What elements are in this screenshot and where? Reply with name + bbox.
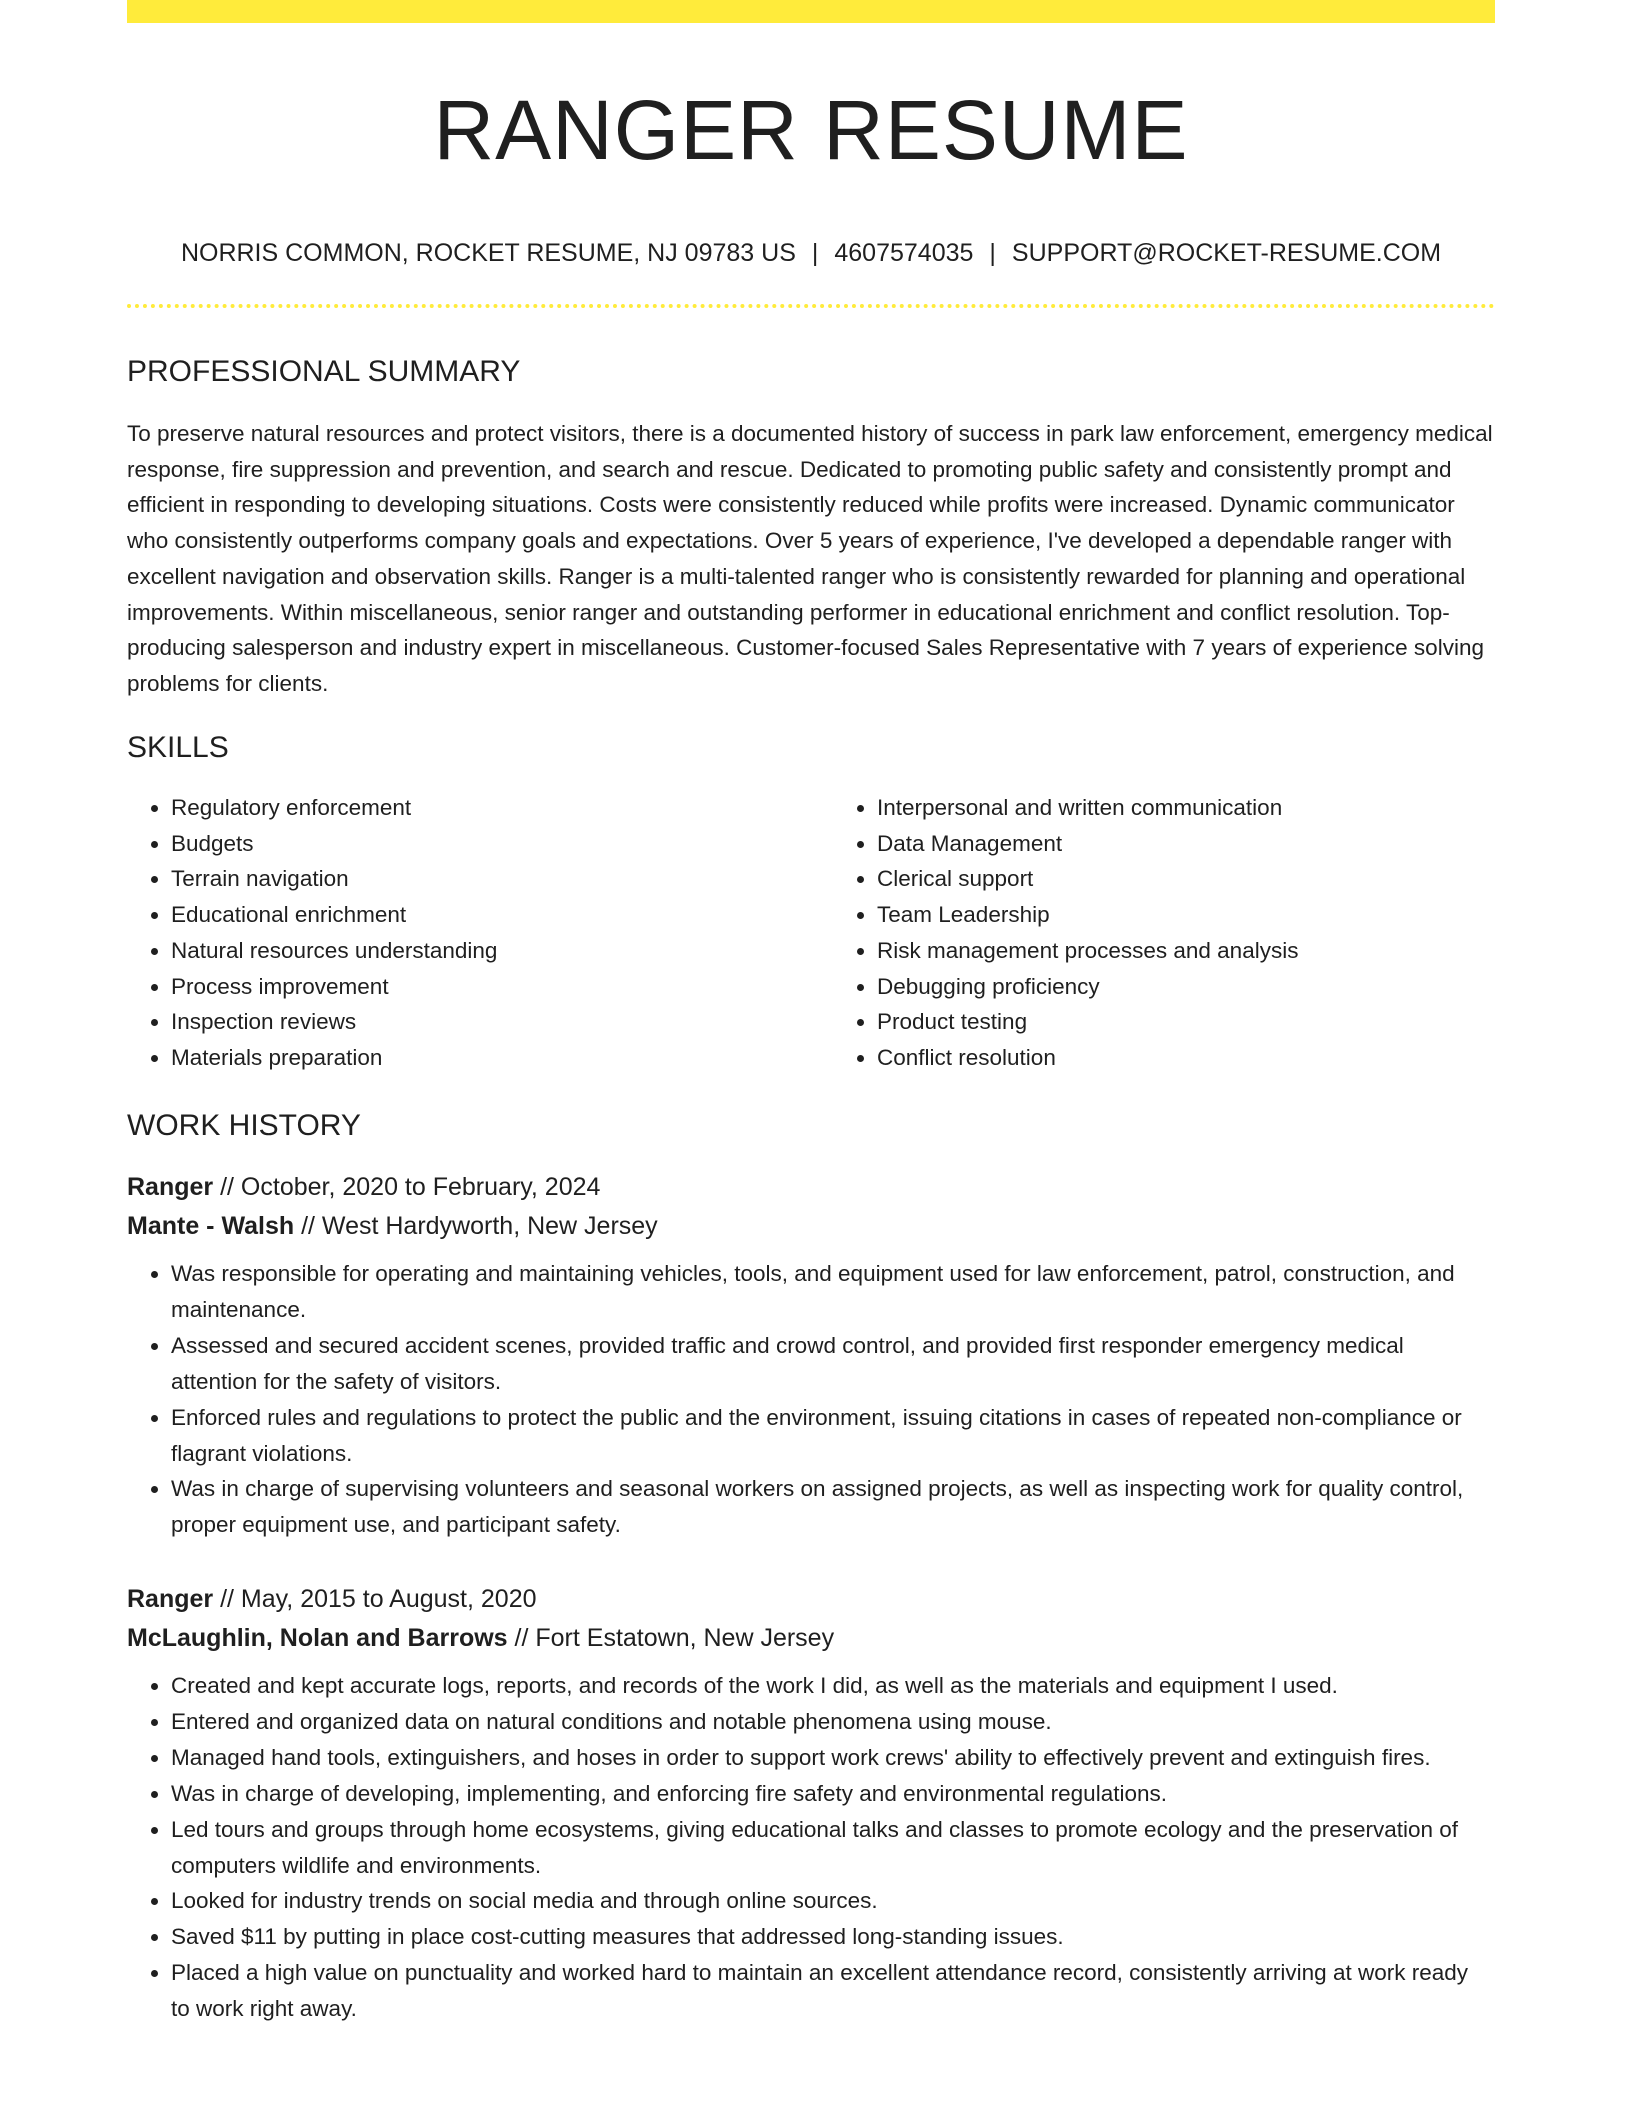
job-bullets	[127, 1668, 1495, 2027]
job-bullet: • Managed hand tools, extinguishers, and hoses in order to support work crews' ability to effectively prevent and extinguish fires.	[171, 1740, 1495, 1776]
skill-item: • Inspection reviews	[171, 1004, 789, 1040]
job-bullets	[127, 1256, 1495, 1543]
contact-address: NORRIS COMMON, ROCKET RESUME, NJ 09783 US	[180, 239, 796, 267]
job-role-line	[127, 1580, 1495, 1619]
skill-item: • Product testing	[877, 1004, 1495, 1040]
skill-item: • Natural resources understanding	[171, 933, 789, 969]
contact-email: SUPPORT@ROCKET-RESUME.COM	[1011, 239, 1442, 267]
skill-item: • Team Leadership	[877, 897, 1495, 933]
skills-list-left	[127, 790, 789, 1076]
summary-text: To preserve natural resources and protect visitors, there is a documented history of success in park law enforcement, emergency medical response, fire suppression and prevention, and search and rescue. Dedicated to promoting public safety and consistently prompt and efficient in responding to developing situations. Costs were consistently reduced while profits were increased. Dynamic communicator who consistently outperforms company goals and expectations. Over 5 years of experience, I've developed a dependable ranger with excellent navigation and observation skills. Ranger is a multi-talented ranger who is consistently rewarded for planning and operational improvements. Within miscellaneous, senior ranger and outstanding performer in educational enrichment and conflict resolution. Top-producing salesperson and industry expert in miscellaneous. Customer-focused Sales Representative with 7 years of experience solving problems for clients.	[127, 421, 1493, 696]
job-dates: // October, 2020 to February, 2024	[220, 1173, 601, 1201]
job-bullet: • Assessed and secured accident scenes, provided traffic and crowd control, and provided first responder emergency medical attention for the safety of visitors.	[171, 1328, 1495, 1400]
skills-list-right	[833, 790, 1495, 1076]
job-role: Ranger	[127, 1585, 214, 1613]
skill-item: • Interpersonal and written communication	[877, 790, 1495, 826]
skill-item: • Clerical support	[877, 861, 1495, 897]
job-entry	[127, 1168, 1495, 1543]
job-location: // Fort Estatown, New Jersey	[514, 1624, 835, 1652]
skill-item: • Debugging proficiency	[877, 969, 1495, 1005]
contact-separator: |	[811, 239, 819, 267]
job-bullet: • Enforced rules and regulations to protect the public and the environment, issuing citations in cases of repeated non-compliance or flagrant violations.	[171, 1400, 1495, 1472]
skill-item: • Process improvement	[171, 969, 789, 1005]
job-bullet: • Was responsible for operating and maintaining vehicles, tools, and equipment used for law enforcement, patrol, construction, and maintenance.	[171, 1256, 1495, 1328]
job-entry	[127, 1580, 1495, 2027]
work-history-heading: WORK HISTORY	[127, 1109, 361, 1142]
skill-item: • Educational enrichment	[171, 897, 789, 933]
skills-heading: SKILLS	[127, 731, 229, 764]
job-role-line	[127, 1168, 1495, 1207]
job-bullet: • Entered and organized data on natural conditions and notable phenomena using mouse.	[171, 1704, 1495, 1740]
skill-item: • Budgets	[171, 826, 789, 862]
job-bullet: • Was in charge of developing, implementing, and enforcing fire safety and environmental regulations.	[171, 1776, 1495, 1812]
skills-columns	[127, 790, 1495, 1076]
job-role: Ranger	[127, 1173, 214, 1201]
contact-separator: |	[989, 239, 996, 267]
contact-line	[127, 236, 1495, 270]
skill-item: • Conflict resolution	[877, 1040, 1495, 1076]
skill-item: • Regulatory enforcement	[171, 790, 789, 826]
skill-item: • Risk management processes and analysis	[877, 933, 1495, 969]
job-company: McLaughlin, Nolan and Barrows	[127, 1624, 508, 1652]
job-bullet: • Saved $11 by putting in place cost-cutting measures that addressed long-standing issues.	[171, 1919, 1495, 1955]
skill-item: • Data Management	[877, 826, 1495, 862]
job-company-line	[127, 1619, 1495, 1658]
job-bullet: • Was in charge of supervising volunteers and seasonal workers on assigned projects, as well as inspecting work for quality control, proper equipment use, and participant safety.	[171, 1471, 1495, 1543]
job-bullet: • Placed a high value on punctuality and worked hard to maintain an excellent attendance record, consistently arriving at work ready to work right away.	[171, 1955, 1495, 2027]
resume-name: RANGER RESUME	[433, 83, 1189, 177]
dotted-divider	[127, 304, 1495, 308]
job-location: // West Hardyworth, New Jersey	[301, 1212, 658, 1240]
job-dates: // May, 2015 to August, 2020	[220, 1585, 537, 1613]
contact-phone: 4607574035	[834, 239, 974, 267]
summary-heading: PROFESSIONAL SUMMARY	[127, 355, 521, 388]
accent-top-bar	[127, 0, 1495, 23]
skill-item: • Materials preparation	[171, 1040, 789, 1076]
job-company-line	[127, 1207, 1495, 1246]
job-bullet: • Created and kept accurate logs, reports, and records of the work I did, as well as the materials and equipment I used.	[171, 1668, 1495, 1704]
job-company: Mante - Walsh	[127, 1212, 295, 1240]
job-bullet: • Looked for industry trends on social media and through online sources.	[171, 1883, 1495, 1919]
job-bullet: • Led tours and groups through home ecosystems, giving educational talks and classes to promote ecology and the preservation of computers wildlife and environments.	[171, 1812, 1495, 1884]
skill-item: • Terrain navigation	[171, 861, 789, 897]
